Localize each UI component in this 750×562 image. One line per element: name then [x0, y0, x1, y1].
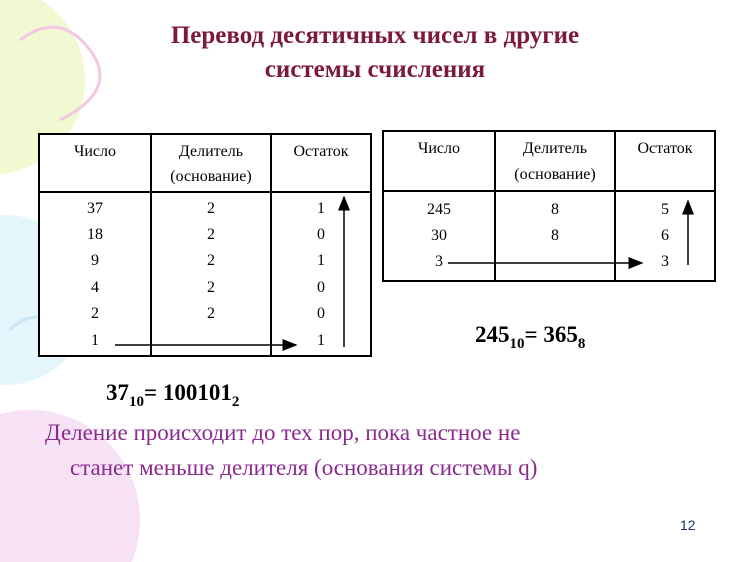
rule-text-line1: Деление происходит до тех пор, пока частное не [45, 420, 521, 445]
remainder-cell: 0 [317, 279, 325, 296]
remainder-cell: 6 [661, 227, 669, 244]
divisor-cell: 2 [207, 200, 215, 217]
remainder-cell: 0 [317, 305, 325, 322]
remainder-cell: 3 [661, 253, 669, 270]
number-cell: 37 [87, 200, 103, 217]
remainder-cell: 1 [317, 252, 325, 269]
divisor-cell: 2 [207, 226, 215, 243]
number-cell: 3 [435, 253, 443, 270]
number-cell: 30 [431, 227, 447, 244]
divisor-cell: 8 [551, 227, 559, 244]
header-remainder: Остаток [293, 143, 349, 160]
header-number: Число [417, 140, 461, 157]
page-number: 12 [680, 517, 696, 533]
conversion-table-octal [382, 130, 716, 282]
slide-title-line1: Перевод десятичных чисел в другие [170, 22, 580, 49]
header-remainder: Остаток [637, 140, 693, 157]
number-cell: 1 [91, 332, 99, 349]
divisor-cell: 8 [551, 201, 559, 218]
header-divisor-sub: (основание) [514, 166, 596, 183]
formula-octal: $245_{10}= 365_8$ [475, 322, 586, 352]
number-cell: 18 [87, 226, 103, 243]
number-cell: 4 [91, 279, 99, 296]
remainder-cell: 0 [317, 226, 325, 243]
conversion-table-binary [38, 133, 372, 357]
divisor-cell: 2 [207, 252, 215, 269]
slide-title-line2: системы счисления [264, 56, 486, 83]
remainder-cell: 1 [317, 332, 325, 349]
header-divisor: Делитель [522, 140, 588, 157]
remainder-cell: 5 [661, 201, 669, 218]
number-cell: 245 [427, 201, 451, 218]
rule-text-line2: станет меньше делителя (основания системы q) [70, 455, 538, 480]
header-number: Число [73, 143, 117, 160]
remainder-cell: 1 [317, 200, 325, 217]
header-divisor-sub: (основание) [170, 168, 252, 185]
divisor-cell: 2 [207, 279, 215, 296]
header-divisor: Делитель [178, 143, 244, 160]
formula-binary: $37_{10}= 100101_2$ [106, 380, 240, 410]
number-cell: 2 [91, 305, 99, 322]
divisor-cell: 2 [207, 305, 215, 322]
number-cell: 9 [91, 252, 99, 269]
